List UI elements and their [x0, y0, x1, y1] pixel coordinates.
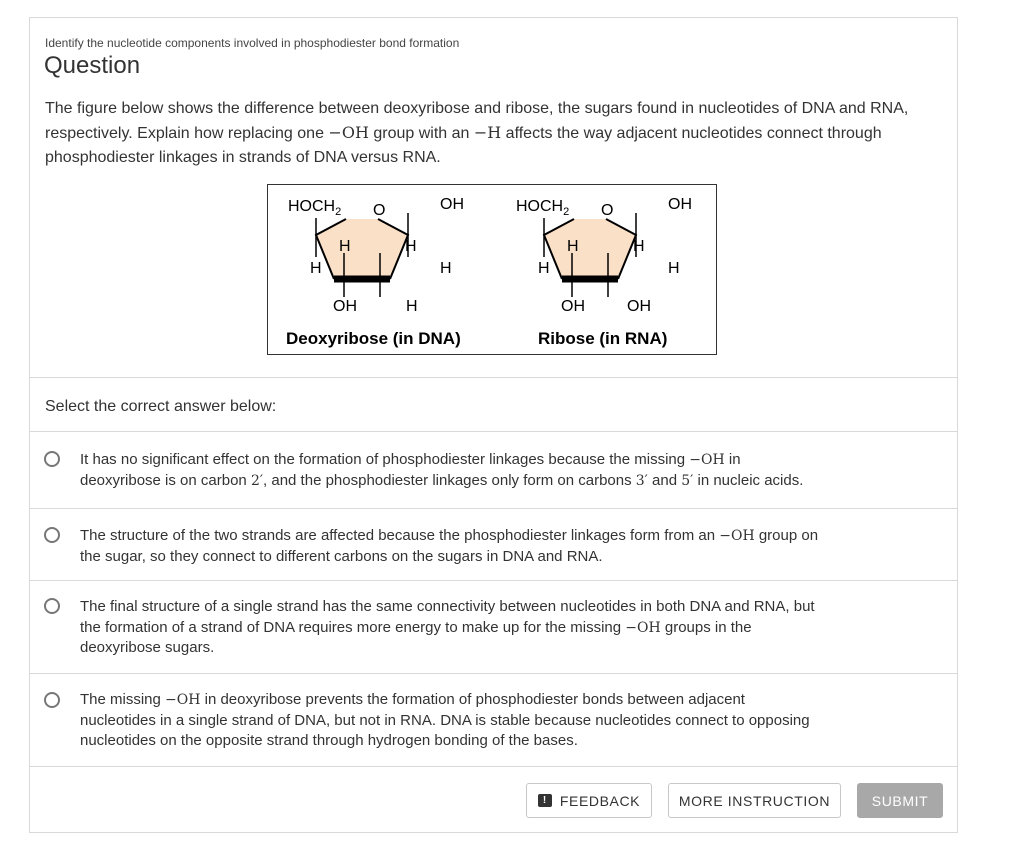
- deoxy-ring-oxygen: O: [373, 202, 386, 219]
- answer-option-4[interactable]: [30, 674, 957, 766]
- ribose-bottom-right: OH: [627, 298, 651, 315]
- divider: [30, 377, 957, 378]
- select-prompt: Select the correct answer below:: [45, 398, 277, 415]
- more-instruction-button[interactable]: MORE INSTRUCTION: [668, 783, 841, 818]
- sugar-figure: [267, 184, 717, 355]
- ribose-h2: H: [633, 238, 645, 255]
- question-title: Question: [44, 52, 141, 79]
- question-subtitle: Identify the nucleotide components involved in phosphodiester bond formation: [45, 36, 460, 50]
- deoxy-bottom-left: OH: [333, 298, 357, 315]
- radio-button[interactable]: [44, 527, 60, 543]
- submit-button[interactable]: SUBMIT: [857, 783, 943, 818]
- ribose-structure: [516, 196, 692, 348]
- deoxy-h2: H: [405, 238, 417, 255]
- deoxy-top-oh: OH: [440, 196, 464, 213]
- ribose-h-right: H: [668, 260, 680, 277]
- radio-button[interactable]: [44, 598, 60, 614]
- deoxy-h-left: H: [310, 260, 322, 277]
- ribose-hoch2-label: $HOCH_2$: [516, 198, 570, 218]
- question-text: The figure below shows the difference between deoxyribose and ribose, the sugars found in nucleotides of DNA and RNA, respectively. Explain how replacing one −OH group with an −H affects the way adjacent nucleotides connect through phosphodiester linkages in strands of DNA versus RNA.: [45, 100, 909, 166]
- ribose-ring-oxygen: O: [601, 202, 614, 219]
- deoxyribose-structure: [286, 196, 464, 348]
- feedback-icon: !: [538, 794, 552, 807]
- divider: [30, 766, 957, 767]
- ribose-caption: Ribose (in RNA): [538, 329, 668, 348]
- answer-text: It has no significant effect on the formation of phosphodiester linkages because the missing −OH in deoxyribose is on carbon 2′, and the phosphodiester linkages only form on carbons 3′ and 5′ in nucleic acids.: [80, 451, 804, 489]
- deoxyribose-caption: Deoxyribose (in DNA): [286, 329, 461, 348]
- deoxy-bottom-right: H: [406, 298, 418, 315]
- answer-text: The structure of the two strands are affected because the phosphodiester linkages form from an −OH group on the sugar, so they connect to different carbons on the sugars in DNA and RNA.: [80, 527, 819, 565]
- answer-option-3[interactable]: [30, 581, 957, 673]
- feedback-button[interactable]: [526, 783, 652, 818]
- answer-text: The missing −OH in deoxyribose prevents the formation of phosphodiester bonds between adjacent nucleotides in a single strand of DNA, but not in RNA. DNA is stable because nucleotides connect to opposing nucleotides on the opposite strand through hydrogen bonding of the bases.: [80, 691, 810, 749]
- feedback-label: FEEDBACK: [559, 792, 641, 809]
- deoxy-h1: H: [339, 238, 351, 255]
- radio-button[interactable]: [44, 692, 60, 708]
- ribose-top-oh: OH: [668, 196, 692, 213]
- answer-option-2[interactable]: [30, 509, 957, 580]
- ribose-h-left: H: [538, 260, 550, 277]
- answer-option-1[interactable]: [30, 432, 957, 508]
- ribose-bottom-left: OH: [561, 298, 585, 315]
- ribose-h1: H: [567, 238, 579, 255]
- question-card: [29, 17, 958, 833]
- radio-button[interactable]: [44, 451, 60, 467]
- deoxy-h-right: H: [440, 260, 452, 277]
- answer-text: The final structure of a single strand has the same connectivity between nucleotides in both DNA and RNA, but the formation of a strand of DNA requires more energy to make up for the missing −OH groups in the deoxyribose sugars.: [80, 598, 815, 656]
- deoxy-hoch2-label: $HOCH_2$: [288, 198, 342, 218]
